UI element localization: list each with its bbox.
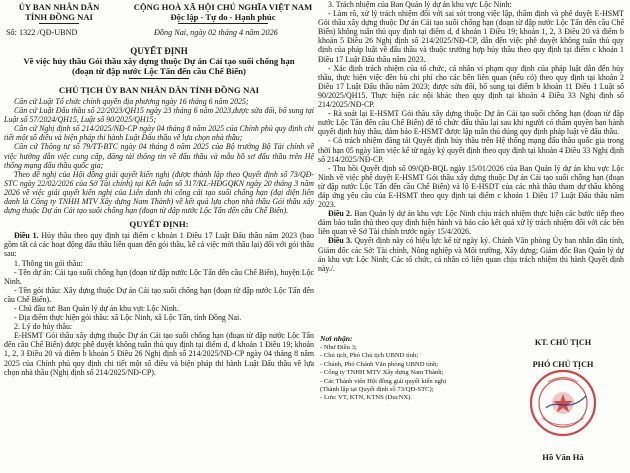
signer-authority: KT. CHỦ TỊCH: [534, 338, 592, 347]
article-2-label: Điều 2.: [328, 209, 352, 219]
motto-underline: [178, 23, 268, 24]
recipient-item: - Lưu: VT, KTN, KTNS (DucNX).: [320, 394, 412, 402]
legal-basis-4: Căn cứ Thông tư số 79/TT-BTC ngày 04 tháng 8 năm 2025 của Bộ trưởng Bộ Tài chính về việc hướng dẫn việc cung cấp, đăng tải thông tin về đấu thầu và mẫu hồ sơ đấu thầu trên Hệ thống mạng đấu thầu quốc gia;: [4, 142, 314, 170]
article-1-label: Điều 1.: [14, 231, 39, 241]
project-name: - Tên dự án: Cải tạo suối chống hạn (đoạn từ đập nước Lộc Tấn đến cầu Chế Biến), huyện Lộc Ninh.: [4, 267, 314, 286]
nation-line-1: CỘNG HOÀ XÃ HỘI CHỦ NGHĨA VIỆT NAM: [133, 2, 313, 12]
recipient-item: - Các Thành viên Hội đồng giải quyết kiến nghị: [320, 377, 447, 385]
recipient-item: - Như Điều 3;: [320, 344, 357, 351]
agency-line-1: ỦY BAN NHÂN DÂN: [18, 2, 100, 12]
recipients-label: Nơi nhận:: [320, 334, 353, 343]
document-header: [4, 0, 314, 40]
legal-basis-5: Theo đề nghị của Hội đồng giải quyết kiến nghị (được thành lập theo Quyết định số 73/QĐ-STC ngày 22/02/2026 của Sở Tài chính) tại Kết luận số 317/KL-HĐGQKN ngày 20 tháng 3 năm 2026 về việc giải quyết kiến nghị của Liên danh thi công cải tạo suối chống hạn (đại diện liên danh là Công ty TNHH MTV Xây dựng Nam Thành) về kết quả lựa chọn nhà thầu Gói thầu xây dựng thuộc Dự án Cải tạo suối chống hạn (đoạn từ đập nước Lộc Tấn đến cầu Chế Biến).: [4, 169, 314, 216]
article-3-label: Điều 3.: [328, 236, 353, 246]
legal-basis-1: Căn cứ Luật Tổ chức chính quyền địa phương ngày 16 tháng 6 năm 2025;: [14, 97, 249, 106]
recipient-item: - Chánh, Phó Chánh Văn phòng UBND tỉnh;: [320, 360, 439, 368]
article-3-text: Quyết định này có hiệu lực kể từ ngày ký. Chánh Văn phòng Ủy ban nhân dân tỉnh, Giám đốc các Sở: Tài chính, Nông nghiệp và Môi trường, Xây dựng; Giám đốc Ban Quản lý dự án khu vực Lộc Ninh; Các tổ chức, cá nhân có liên quan chịu trách nhiệm thi hành Quyết định này./.: [318, 236, 624, 273]
responsibility-item-3: - Rà soát lại E-HSMT Gói thầu xây dựng thuộc Dự án Cải tạo suối chống hạn (đoạn từ đập nước Lộc Tấn đến cầu Chế Biến) để tổ chức đấu thầu lại sau khi người có thẩm quyền ban hành quyết định hủy thầu, đảm bảo E-HSMT được lập tuân thủ đúng quy định pháp luật về đấu thầu.: [318, 109, 624, 137]
article-1-section-1-heading: 1. Thông tin gói thầu:: [14, 258, 83, 268]
investor: - Chủ đầu tư: Ban Quản lý dự án khu vực Lộc Ninh.: [14, 303, 179, 313]
responsibility-item-1: - Làm rõ, xử lý trách nhiệm đối với sai sót trong việc lập, thẩm định và phê duyệt E-HSMT Gói thầu xây dựng thuộc Dự án Cải tạo suối chống hạn (đoạn từ đập nước Lộc Tấn đến cầu Chế Biến) không tuân thủ quy định tại điểm d, đ khoản 1 Điều 19; khoản 1, 2, 3 Điều 20 và điểm b khoản 5 Điều 26 Nghị định số 214/2025/NĐ-CP, dẫn đến việc phê duyệt không tuân thủ quy định của pháp luật về đấu thầu và thuộc trường hợp hủy thầu theo quy định tại điểm c khoản 1 Điều 17 Luật Đấu thầu năm 2023.: [318, 9, 624, 64]
package-name: - Tên gói thầu: Xây dựng thuộc Dự án Cải tạo suối chống hạn (đoạn từ đập nước Lộc Tấn đến cầu Chế Biến).: [4, 285, 314, 304]
responsibility-item-5: - Thu hồi Quyết định số 09/QĐ-BQL ngày 15/01/2026 của Ban Quản lý dự án khu vực Lộc Ninh về việc phê duyệt E-HSMT Gói thầu xây dựng thuộc Dự án Cải tạo suối chống hạn (đoạn từ đập nước Lộc Tấn đến cầu Chế Biến) và lộ E-HSDT của các nhà thầu tham dự thầu không đáp ứng yêu cầu của E-HSMT theo quy định tại điểm c khoản 1 Điều 17 Luật Đấu thầu năm 2023.: [318, 163, 624, 210]
article-1-section-2-heading: 2. Lý do hủy thầu:: [14, 322, 73, 332]
article-2-text: Ban Quản lý dự án khu vực Lộc Ninh chịu trách nhiệm thực hiện các bước tiếp theo đảm bảo tuân thủ theo quy định hiện hành và báo cáo kết quả xử lý trách nhiệm đối với các bên liên quan về Sở Tài chính trước ngày 15/4/2026.: [318, 209, 624, 237]
article-3: [318, 236, 624, 272]
subject-underline: [129, 78, 189, 79]
cancellation-reason: E-HSMT Gói thầu xây dựng thuộc Dự án Cải tạo suối chống hạn (đoạn từ đập nước Lộc Tấn đến cầu Chế Biến) được phê duyệt không tuân thủ quy định tại điểm d, đ khoản 1 Điều 19; khoản 1, 2, 3 Điều 20 và điểm b khoản 5 Điều 26 Nghị định số 214/2025/NĐ-CP ngày 04 tháng 8 năm 2025 của Chính phủ quy định chi tiết một số điều và biện pháp thi hành Luật Đấu thầu về lựa chọn nhà thầu (Nghị định số 214/2025/NĐ-CP).: [4, 331, 314, 377]
nation-line-2: Độc lập - Tự do - Hạnh phúc: [170, 12, 276, 22]
decides-heading: QUYẾT ĐỊNH:: [129, 219, 189, 230]
recipient-item: (Thành lập tại Quyết định số 73/QĐ-STC);: [320, 386, 434, 394]
document-subject: Về việc hủy thầu Gói thầu xây dựng thuộc Dự án Cải tạo suối chống hạn (đoạn từ đập nước Lộc Tấn đến cầu Chế Biến): [23, 56, 295, 76]
recipient-item: - Công ty TNHH MTV Xây dựng Nam Thành;: [320, 369, 444, 377]
left-column: [4, 0, 314, 473]
national-motto: [132, 2, 314, 24]
article-2: [318, 209, 624, 236]
legal-basis-3: Căn cứ Nghị định số 214/2025/NĐ-CP ngày 04 tháng 8 năm 2025 của Chính phủ quy định chi tiết một số điều và biện pháp thi hành Luật Đấu thầu về lựa chọn nhà thầu;: [4, 124, 314, 143]
legal-basis-2: Căn cứ Luật Đấu thầu số 22/2023/QH15 ngày 23 tháng 6 năm 2023,được sửa đổi, bổ sung tại Luật số 57/2024/QH15, Luật số 90/2025/QH15;: [4, 106, 314, 125]
document-number: Số: 1322 /QĐ-UBND: [6, 28, 78, 37]
agency-underline: [39, 23, 79, 24]
issuing-agency: [4, 2, 114, 24]
responsibility-item-2: - Xác định trách nhiệm của tổ chức, cá nhân vi phạm quy định của pháp luật dẫn đến hủy thầu, thực hiện việc đền bù chi phí cho các bên liên quan (nếu có) theo quy định tại khoản 2 Điều 17 Luật Đấu thầu năm 2023; được sửa đổi, bổ sung tại điểm b khoản 11 Điều 1 Luật số 90/2025/QH15. Thực hiện các nội khác theo quy định tại khoản 4 Điều 33 Nghị định số 214/2025/NĐ-CP.: [318, 63, 624, 110]
document-date: Đồng Nai, ngày 02 tháng 4 năm 2026: [154, 28, 278, 37]
signature-block: [318, 334, 624, 473]
official-seal-icon: [528, 368, 598, 438]
article-1-text: Hủy thầu theo quy định tại điểm c khoản 1 Điều 17 Luật Đấu thầu năm 2023 (bao gồm tất cả các hoạt động đấu thầu liên quan đến gói thầu, kể cả việc mời thầu lại) đối với gói thầu sau:: [4, 231, 314, 259]
right-column: [318, 0, 624, 473]
article-1-section-3-heading: 3. Trách nhiệm của Ban Quản lý dự án khu vực Lộc Ninh:: [328, 0, 512, 9]
signer-role: PHÓ CHỦ TỊCH: [532, 360, 594, 369]
responsibility-item-4: - Có trách nhiệm đăng tải Quyết định hủy thầu trên Hệ thống mạng đấu thầu quốc gia trong thời hạn 05 ngày làm việc kể từ ngày ký quyết định theo quy định tại khoản 4 Điều 33 Nghị định số 214/2025/NĐ-CP.: [318, 136, 624, 164]
issuing-authority: CHỦ TỊCH ỦY BAN NHÂN DÂN TỈNH ĐỒNG NAI: [58, 85, 260, 95]
recipient-item: - Chủ tịch, Phó Chủ tịch UBND tỉnh;: [320, 352, 419, 360]
recipients-list: [320, 344, 480, 403]
document-type: QUYẾT ĐỊNH: [130, 46, 188, 56]
package-location: - Địa điểm thực hiện gói thầu: xã Lộc Ninh, xã Lộc Tấn, tỉnh Đồng Nai.: [14, 313, 242, 323]
agency-line-2: TỈNH ĐỒNG NAI: [25, 12, 93, 22]
signer-name: Hồ Văn Hà: [542, 452, 584, 462]
article-1-intro: [4, 231, 314, 258]
